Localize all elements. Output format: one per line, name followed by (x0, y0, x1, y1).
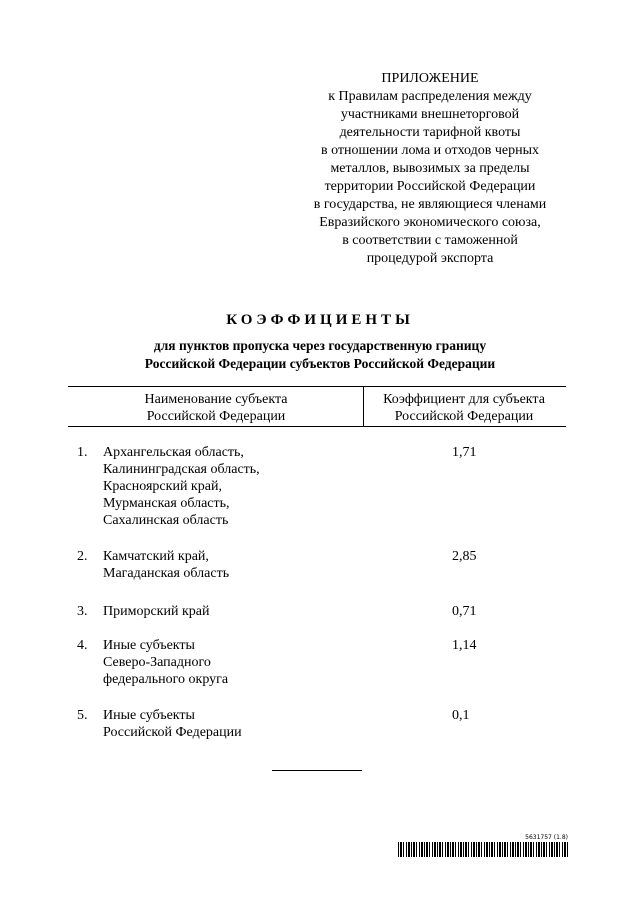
barcode-number: 5631757 (1.8) (525, 834, 568, 841)
table-header-rule (68, 426, 566, 427)
coefficient-value: 0,71 (452, 604, 477, 619)
column-header-line: Российской Федерации (146, 409, 286, 424)
subject-name-line: Магаданская область (103, 566, 230, 581)
appendix-line: к Правилам распределения между (328, 89, 532, 104)
subject-name-line: Сахалинская область (103, 513, 229, 528)
subject-name-line: Камчатский край, (103, 549, 209, 564)
column-header-line: Наименование субъекта (144, 392, 288, 407)
subject-name-line: Северо-Западного (103, 655, 211, 670)
subject-name (103, 707, 353, 741)
end-of-document-rule (272, 770, 362, 771)
appendix-line: в отношении лома и отходов черных (320, 143, 540, 158)
appendix-line: процедурой экспорта (366, 251, 494, 266)
subtitle-line: Российской Федерации субъектов Российской Федерации (144, 356, 496, 371)
table-row (0, 707, 640, 747)
appendix-line: в соответствии с таможенной (342, 233, 518, 248)
appendix-line: ПРИЛОЖЕНИЕ (381, 71, 479, 86)
coefficient-value: 2,85 (452, 549, 477, 564)
subject-name-line: Иные субъекты (103, 708, 195, 723)
subject-name-line: Иные субъекты (103, 638, 195, 653)
row-number: 4. (77, 638, 88, 653)
row-number: 2. (77, 549, 88, 564)
subject-name (103, 444, 353, 529)
subject-name-line: Приморский край (103, 604, 210, 619)
appendix-line: в государства, не являющиеся членами (313, 197, 547, 212)
column-header-coefficient (364, 391, 564, 425)
subject-name-line: федерального округа (103, 672, 229, 687)
subject-name (103, 637, 353, 688)
row-number: 1. (77, 445, 88, 460)
appendix-heading (300, 70, 560, 268)
coefficient-value: 1,71 (452, 445, 477, 460)
coefficient-value: 0,1 (452, 708, 470, 723)
appendix-line: деятельности тарифной квоты (339, 125, 521, 140)
subject-name (103, 548, 353, 582)
subject-name (103, 603, 353, 620)
table-body (0, 444, 640, 747)
document-subtitle (0, 337, 640, 373)
table-row (0, 548, 640, 603)
appendix-line: Евразийского экономического союза, (319, 215, 541, 230)
table-row (0, 603, 640, 637)
document-barcode (398, 834, 568, 857)
subject-name-line: Калининградская область, (103, 462, 260, 477)
row-number: 3. (77, 604, 88, 619)
column-header-line: Коэффициент для субъекта (383, 392, 545, 407)
subtitle-line: для пунктов пропуска через государственную границу (153, 338, 487, 353)
table-row (0, 444, 640, 548)
subject-name-line: Красноярский край, (103, 479, 222, 494)
table-top-rule (68, 386, 566, 387)
subject-name-line: Российской Федерации (103, 725, 242, 740)
appendix-line: территории Российской Федерации (324, 179, 536, 194)
subject-name-line: Мурманская область, (103, 496, 230, 511)
barcode-icon (398, 842, 568, 857)
appendix-line: участниками внешнеторговой (340, 107, 520, 122)
subject-name-line: Архангельская область, (103, 445, 244, 460)
column-header-name (70, 391, 362, 425)
coefficient-value: 1,14 (452, 638, 477, 653)
appendix-line: металлов, вывозимых за пределы (330, 161, 530, 176)
document-title: КОЭФФИЦИЕНТЫ (226, 312, 414, 328)
column-header-line: Российской Федерации (394, 409, 534, 424)
row-number: 5. (77, 708, 88, 723)
table-row (0, 637, 640, 707)
